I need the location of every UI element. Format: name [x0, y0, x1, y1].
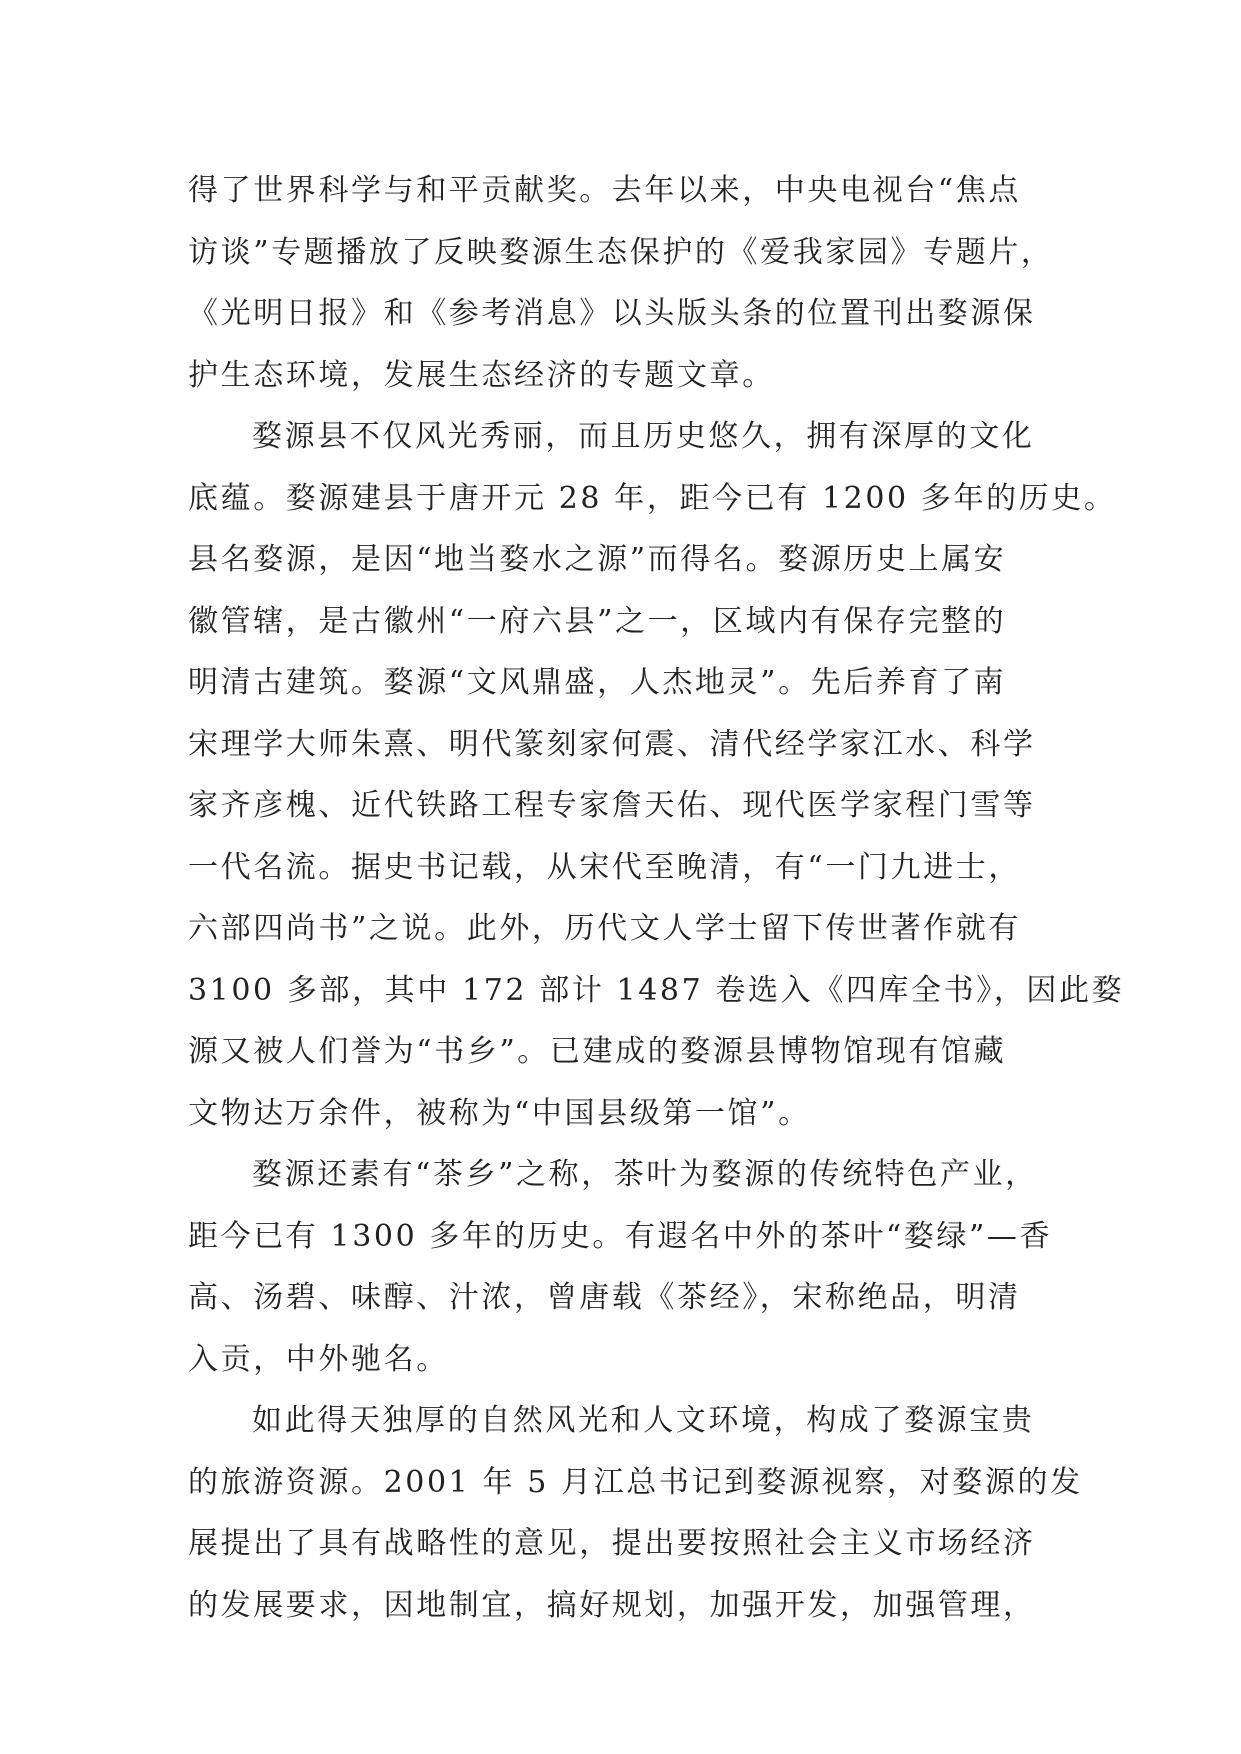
text-line: 护生态环境，发展生态经济的专题文章。	[188, 357, 775, 393]
paragraph-2	[188, 406, 1125, 1144]
text-line: 访谈”专题播放了反映婺源生态保护的《爱我家园》专题片，	[188, 234, 1054, 270]
text-line: 宋理学大师朱熹、明代篆刻家何震、清代经学家江水、科学	[188, 726, 1036, 762]
text-line: 入贡，中外驰名。	[188, 1341, 449, 1377]
text-line: 文物达万余件，被称为“中国县级第一馆”。	[188, 1095, 811, 1131]
text-line: 高、汤碧、味醇、汁浓，曾唐载《茶经》，宋称绝品，明清	[188, 1280, 1021, 1315]
body-text	[188, 160, 1125, 1636]
text-line: 婺源县不仅风光秀丽，而且历史悠久，拥有深厚的文化	[252, 419, 1035, 454]
text-line: 源又被人们誉为“书乡”。已建成的婺源县博物馆现有馆藏	[188, 1034, 1007, 1069]
text-line: 一代名流。据史书记载，从宋代至晚清，有“一门九进士，	[188, 849, 1021, 885]
text-line: 如此得天独厚的自然风光和人文环境，构成了婺源宝贵	[252, 1403, 1035, 1438]
paragraph-3	[188, 1144, 1068, 1390]
text-line: 的旅游资源。2001 年 5 月江总书记到婺源视察，对婺源的发	[188, 1464, 1083, 1500]
text-line: 婺源还素有“茶乡”之称，茶叶为婺源的传统特色产业，	[252, 1157, 1038, 1192]
text-line: 的发展要求，因地制宜，搞好规划，加强开发，加强管理，	[188, 1587, 1036, 1623]
paragraph-4	[188, 1390, 1083, 1636]
text-line: 底蕴。婺源建县于唐开元 28 年，距今已有 1200 多年的历史。	[188, 480, 1117, 516]
text-line: 《光明日报》和《参考消息》以头版头条的位置刊出婺源保	[188, 296, 1036, 331]
text-line: 距今已有 1300 多年的历史。有遐名中外的茶叶“婺绿”—香	[188, 1218, 1053, 1254]
text-line: 明清古建筑。婺源“文风鼎盛，人杰地灵”。先后养育了南	[188, 665, 1007, 700]
text-line: 得了世界科学与和平贡献奖。去年以来，中央电视台“焦点	[188, 173, 1021, 208]
paragraph-1	[188, 160, 1068, 406]
text-line: 六部四尚书”之说。此外，历代文人学士留下传世著作就有	[188, 911, 1021, 946]
text-line: 家齐彦槐、近代铁路工程专家詹天佑、现代医学家程门雪等	[188, 788, 1036, 823]
text-line: 徽管辖，是古徽州“一府六县”之一，区域内有保存完整的	[188, 603, 1007, 639]
text-line: 展提出了具有战略性的意见，提出要按照社会主义市场经济	[188, 1526, 1036, 1561]
text-line: 县名婺源，是因“地当婺水之源”而得名。婺源历史上属安	[188, 542, 1007, 577]
text-line: 3100 多部，其中 172 部计 1487 卷选入《四库全书》，因此婺	[188, 972, 1125, 1008]
